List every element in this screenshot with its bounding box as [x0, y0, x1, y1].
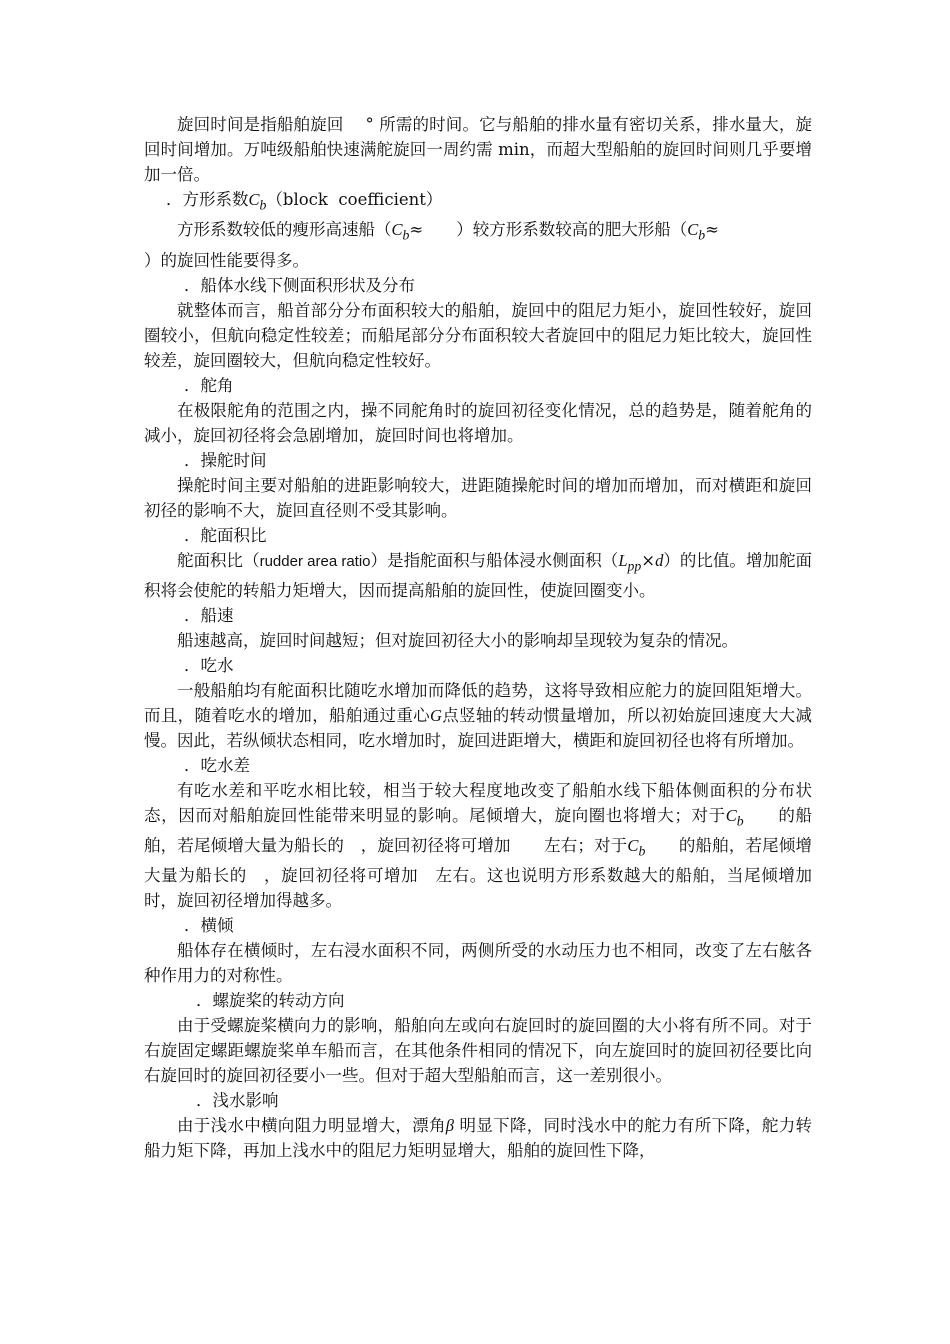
paragraph-speed: 船速越高，旋回时间越短；但对旋回初径大小的影响却呈现较为复杂的情况。 [177, 630, 738, 650]
paragraph-turning-time: 旋回时间是指船舶旋回 ° 所需的时间。它与船舶的排水量有密切关系，排水量大，旋回时间增加。万吨级船舶快速满舵旋回一周约需 min，而超大型船舶的旋回时间则几乎要增加一倍。 [144, 115, 812, 184]
heading-steering-time: ．操舵时间 [184, 450, 267, 470]
paragraph-lateral-area: 就整体而言，船首部分分布面积较大的船舶，旋回中的阻尼力矩小，旋回性较好，旋回圈较小，但航向稳定性较差；而船尾部分分布面积较大者旋回中的阻尼力矩比较大，旋回性较差，旋回圈较大，但航向稳定性较好。 [144, 300, 812, 370]
heading-rudder-area-ratio: ．舵面积比 [184, 525, 267, 545]
paragraph-propeller: 由于受螺旋桨横向力的影响，船舶向左或向右旋回时的旋回圈的大小将有所不同。对于右旋固定螺距螺旋桨单车船而言，在其他条件相同的情况下，向左旋回时的旋回初径要比向右旋回时的旋回初径要小一些。但对于超大型船舶而言，这一差别很小。 [144, 1016, 812, 1086]
heading-propeller: ．螺旋桨的转动方向 [196, 991, 345, 1011]
heading-heel: ．横倾 [184, 916, 234, 936]
heading-shallow-water: ．浅水影响 [196, 1091, 279, 1111]
paragraph-heel: 船体存在横倾时，左右浸水面积不同，两侧所受的水动压力也不相同，改变了左右舷各种作用力的对称性。 [144, 941, 812, 986]
heading-block-coefficient: ．方形系数$C_b(block$ coefficient） [166, 190, 443, 213]
heading-lateral-area: ．船体水线下侧面积形状及分布 [184, 275, 415, 295]
paragraph-rudder-area-ratio: 舵面积比（rudder area ratio）是指舵面积与船体浸水侧面积$(L_{pp}\times d)$的比值。增加舵面积将会使舵的转船力矩增大，因而提高船舶的旋回性，使旋回圈变小。 [144, 550, 813, 600]
heading-draft: ．吃水 [184, 655, 234, 675]
paragraph-shallow-water: 由于浅水中横向阻力明显增大，漂角β 明显下降，同时浅水中的舵力有所下降，舵力转船力矩下降，再加上浅水中的阻尼力矩明显增大，船舶的旋回性下降， [144, 1116, 813, 1161]
document-page [144, 112, 812, 1163]
paragraph-steering-time: 操舵时间主要对船舶的进距影响较大，进距随操舵时间的增加而增加，而对横距和旋回初径的影响不大，旋回直径则不受其影响。 [144, 475, 812, 520]
paragraph-draft: 一般船舶均有舵面积比随吃水增加而降低的趋势，这将导致相应舵力的旋回阻矩增大。而且，随着吃水的增加，船舶通过重心G点竖轴的转动惯量增加，所以初始旋回速度大大减慢。因此，若纵倾状态相同，吃水增加时，旋回进距增大，横距和旋回初径也将有所增加。 [144, 680, 813, 750]
paragraph-block-coefficient: 方形系数较低的瘦形高速船（$C_b\approx$ ）较方形系数较高的肥大形船（$C_b\approx$ ）的旋回性能要得多。 [144, 220, 719, 270]
heading-speed: ．船速 [184, 605, 234, 625]
heading-rudder-angle: ．舵角 [184, 375, 234, 395]
paragraph-rudder-angle: 在极限舵角的范围之内，操不同舵角时的旋回初径变化情况，总的趋势是，随着舵角的减小，旋回初径将会急剧增加，旋回时间也将增加。 [144, 400, 812, 445]
paragraph-trim: 有吃水差和平吃水相比较，相当于较大程度地改变了船舶水线下船体侧面积的分布状态，因而对船舶旋回性能带来明显的影响。尾倾增大，旋向圈也将增大；对于$C_b$ 的船舶，若尾倾增大量为船长的 ，旋回初径将可增加 左右；对于$C_b$ 的船舶，若尾倾增大量为船长的 ，旋回初径将可增加 左右。这也说明方形系数越大的船舶，当尾倾增加时，旋回初径增加得越多。 [144, 780, 813, 911]
heading-trim: ．吃水差 [184, 755, 250, 775]
